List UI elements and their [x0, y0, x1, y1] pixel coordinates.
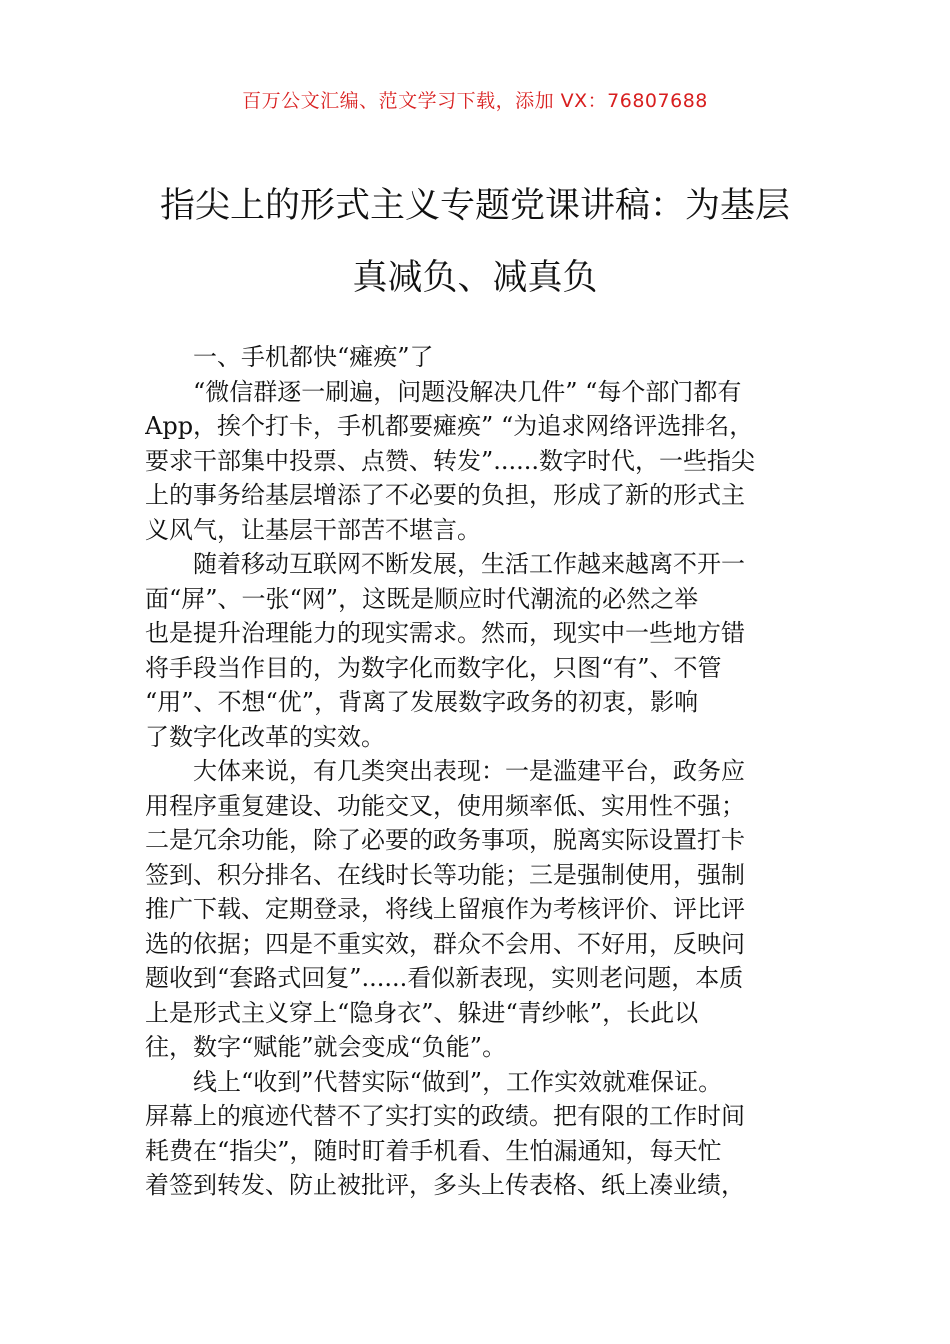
document-title-line-1: 指尖上的形式主义专题党课讲稿：为基层	[159, 186, 790, 226]
paragraph-line: “用”、不想“优”，背离了发展数字政务的初衷，影响	[145, 688, 699, 716]
document-title-line-2: 真减负、减真负	[352, 258, 598, 298]
section-heading: 一、手机都快“瘫痪”了	[193, 343, 434, 371]
paragraph-line: 义风气，让基层干部苦不堪言。	[145, 515, 481, 544]
paragraph-line: 也是提升治理能力的现实需求。然而，现实中一些地方错	[145, 619, 745, 647]
paragraph-line: 着签到转发、防止被批评，多头上传表格、纸上凑业绩，	[145, 1171, 745, 1199]
paragraph-line: 要求干部集中投票、点赞、转发”......数字时代，一些指尖	[145, 446, 756, 475]
paragraph-line: 面“屏”、一张“网”，这既是顺应时代潮流的必然之举	[145, 584, 699, 613]
paragraph-line: “微信群逐一刷遍，问题没解决几件” “每个部门都有	[193, 377, 742, 406]
paragraph-line: 耗费在“指尖”，随时盯着手机看、生怕漏通知，每天忙	[145, 1136, 722, 1165]
paragraph-line: 上是形式主义穿上“隐身衣”、躲进“青纱帐”，长此以	[145, 998, 699, 1027]
paragraph-line: 线上“收到”代替实际“做到”，工作实效就难保证。	[193, 1067, 723, 1096]
paragraph-line: 用程序重复建设、功能交叉，使用频率低、实用性不强；	[145, 791, 745, 820]
paragraph-line: 屏幕上的痕迹代替不了实打实的政绩。把有限的工作时间	[145, 1102, 745, 1130]
paragraph-line: 随着移动互联网不断发展，生活工作越来越离不开一	[193, 550, 745, 578]
document-body	[145, 340, 805, 1203]
paragraph-line: 题收到“套路式回复”......看似新表现，实则老问题，本质	[145, 964, 744, 992]
paragraph-line: 上的事务给基层增添了不必要的负担，形成了新的形式主	[145, 481, 745, 509]
paragraph-line: 大体来说，有几类突出表现：一是滥建平台，政务应	[193, 757, 745, 785]
paragraph-line: 推广下载、定期登录，将线上留痕作为考核评价、评比评	[145, 895, 745, 923]
header-watermark-note: 百万公文汇编、范文学习下载，添加 VX：76807688	[242, 90, 708, 112]
paragraph-line: 选的依据；四是不重实效，群众不会用、不好用，反映问	[145, 929, 745, 958]
paragraph-line: 将手段当作目的，为数字化而数字化，只图“有”、不管	[145, 653, 722, 682]
paragraph-line: 二是冗余功能，除了必要的政务事项，脱离实际设置打卡	[145, 826, 745, 854]
paragraph-line: App，挨个打卡，手机都要瘫痪” “为追求网络评选排名，	[145, 412, 754, 440]
paragraph-line: 往，数字“赋能”就会变成“负能”。	[145, 1033, 507, 1061]
paragraph-line: 了数字化改革的实效。	[145, 722, 385, 751]
paragraph-line: 签到、积分排名、在线时长等功能；三是强制使用，强制	[145, 860, 745, 889]
